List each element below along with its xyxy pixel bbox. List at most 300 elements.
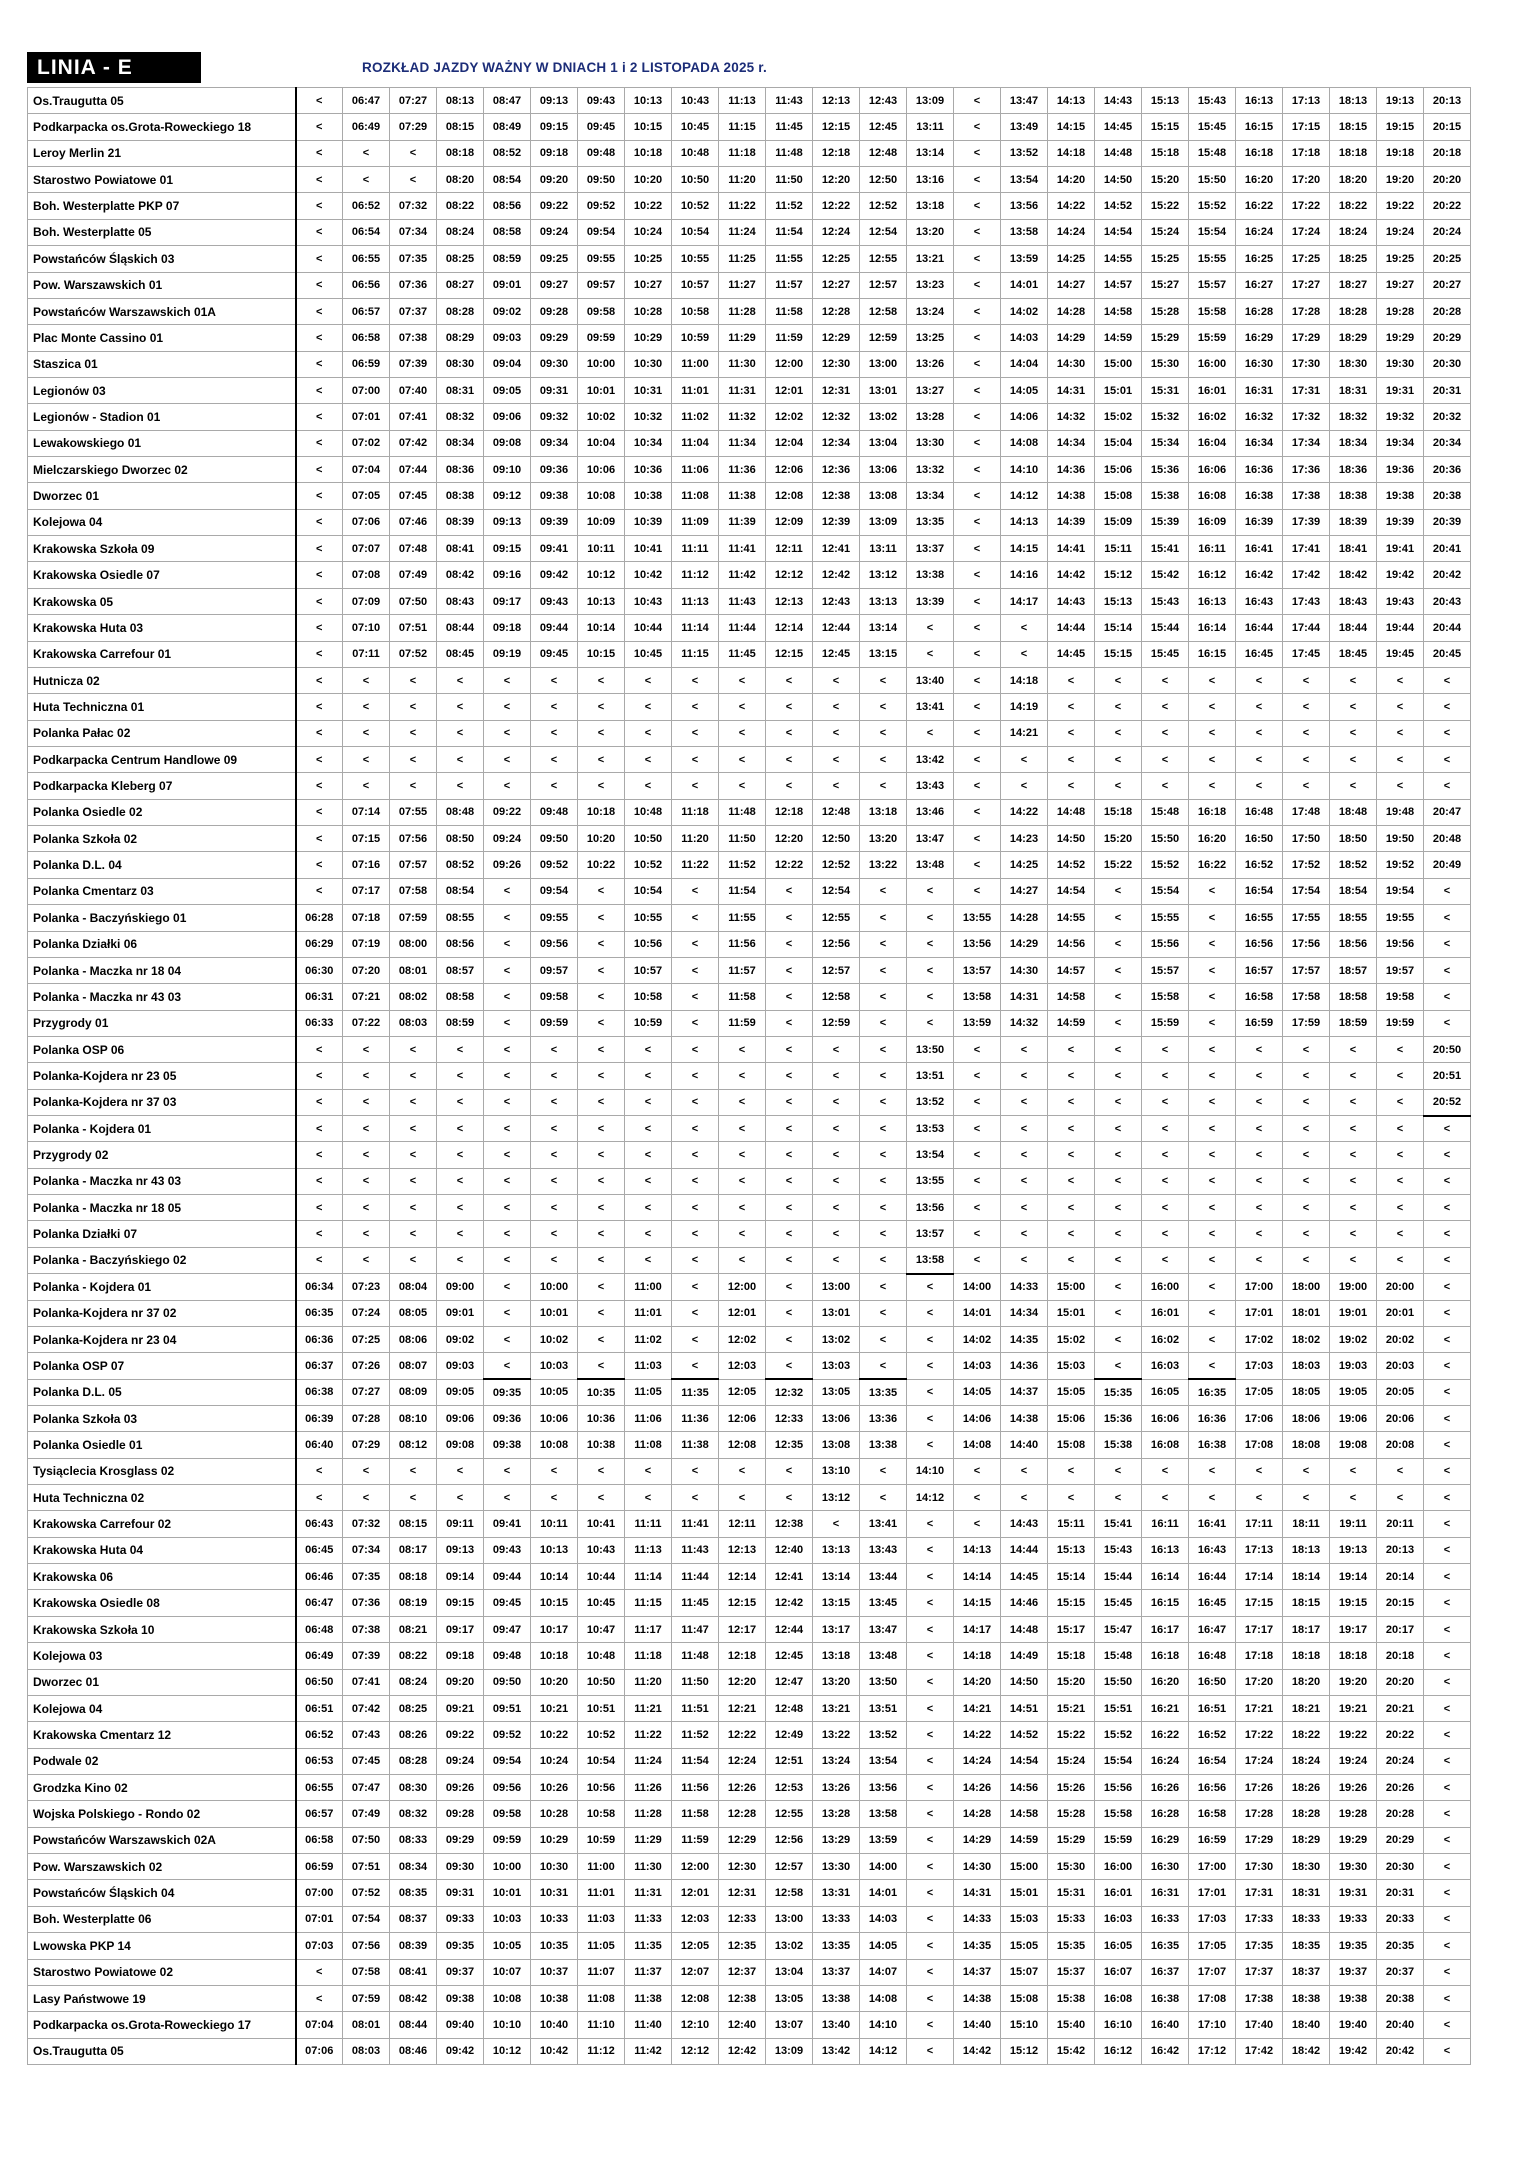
time-cell: 15:22 xyxy=(1095,852,1142,878)
time-cell: 13:52 xyxy=(860,1722,907,1748)
time-cell: 09:27 xyxy=(531,272,578,298)
time-cell: 13:54 xyxy=(860,1748,907,1774)
time-cell: 20:22 xyxy=(1377,1722,1424,1748)
time-cell: 13:57 xyxy=(907,1221,954,1247)
table-row xyxy=(28,694,1471,720)
no-service-cell: < xyxy=(390,1168,437,1194)
time-cell: 19:42 xyxy=(1377,562,1424,588)
no-service-cell: < xyxy=(954,325,1001,351)
time-cell: 13:03 xyxy=(813,1353,860,1379)
time-cell: 12:24 xyxy=(719,1748,766,1774)
time-cell: 12:45 xyxy=(860,114,907,140)
stop-name: Polanka - Kojdera 01 xyxy=(28,1116,296,1142)
time-cell: 06:58 xyxy=(343,325,390,351)
time-cell: 14:08 xyxy=(860,1985,907,2011)
stop-name: Lewakowskiego 01 xyxy=(28,430,296,456)
time-cell: 10:20 xyxy=(625,167,672,193)
no-service-cell: < xyxy=(954,1063,1001,1089)
time-cell: 19:13 xyxy=(1377,88,1424,114)
time-cell: 20:26 xyxy=(1377,1775,1424,1801)
time-cell: 09:15 xyxy=(437,1590,484,1616)
time-cell: 07:51 xyxy=(390,615,437,641)
time-cell: 08:34 xyxy=(437,430,484,456)
time-cell: 12:58 xyxy=(860,298,907,324)
time-cell: 15:13 xyxy=(1095,588,1142,614)
time-cell: 15:04 xyxy=(1095,430,1142,456)
no-service-cell: < xyxy=(1424,1933,1471,1959)
no-service-cell: < xyxy=(860,694,907,720)
time-cell: 09:43 xyxy=(484,1537,531,1563)
time-cell: 17:33 xyxy=(1236,1906,1283,1932)
time-cell: 16:20 xyxy=(1236,167,1283,193)
no-service-cell: < xyxy=(907,1827,954,1853)
no-service-cell: < xyxy=(296,562,343,588)
no-service-cell: < xyxy=(1048,667,1095,693)
time-cell: 14:07 xyxy=(860,1959,907,1985)
time-cell: 08:12 xyxy=(390,1432,437,1458)
time-cell: 07:41 xyxy=(390,404,437,430)
time-cell: 13:00 xyxy=(813,1274,860,1300)
time-cell: 11:58 xyxy=(719,984,766,1010)
time-cell: 14:15 xyxy=(1001,536,1048,562)
time-cell: 14:12 xyxy=(860,2038,907,2064)
time-cell: 15:03 xyxy=(1048,1353,1095,1379)
no-service-cell: < xyxy=(1330,1036,1377,1062)
time-cell: 14:29 xyxy=(1001,931,1048,957)
time-cell: 19:08 xyxy=(1330,1432,1377,1458)
time-cell: 20:03 xyxy=(1377,1353,1424,1379)
time-cell: 15:14 xyxy=(1048,1564,1095,1590)
table-row xyxy=(28,2038,1471,2064)
time-cell: 19:00 xyxy=(1330,1274,1377,1300)
table-row xyxy=(28,1564,1471,1590)
time-cell: 17:01 xyxy=(1236,1300,1283,1326)
time-cell: 16:08 xyxy=(1142,1432,1189,1458)
time-cell: 07:27 xyxy=(343,1379,390,1405)
time-cell: 14:54 xyxy=(1095,219,1142,245)
time-cell: 13:35 xyxy=(860,1379,907,1405)
time-cell: 16:38 xyxy=(1142,1985,1189,2011)
no-service-cell: < xyxy=(296,140,343,166)
no-service-cell: < xyxy=(1189,720,1236,746)
time-cell: 18:01 xyxy=(1283,1300,1330,1326)
table-row xyxy=(28,641,1471,667)
time-cell: 14:18 xyxy=(1001,667,1048,693)
no-service-cell: < xyxy=(907,1880,954,1906)
time-cell: 16:28 xyxy=(1142,1801,1189,1827)
time-cell: 07:00 xyxy=(343,377,390,403)
no-service-cell: < xyxy=(1142,1168,1189,1194)
time-cell: 16:58 xyxy=(1189,1801,1236,1827)
time-cell: 12:34 xyxy=(813,430,860,456)
time-cell: 11:52 xyxy=(719,852,766,878)
time-cell: 13:59 xyxy=(1001,246,1048,272)
time-cell: 15:44 xyxy=(1095,1564,1142,1590)
time-cell: 09:13 xyxy=(531,88,578,114)
time-cell: 12:45 xyxy=(766,1643,813,1669)
table-row xyxy=(28,562,1471,588)
time-cell: 14:23 xyxy=(1001,826,1048,852)
time-cell: 16:15 xyxy=(1236,114,1283,140)
no-service-cell: < xyxy=(390,1458,437,1484)
no-service-cell: < xyxy=(719,1458,766,1484)
time-cell: 10:35 xyxy=(531,1933,578,1959)
time-cell: 07:59 xyxy=(390,905,437,931)
time-cell: 07:20 xyxy=(343,957,390,983)
stop-name: Krakowska 06 xyxy=(28,1564,296,1590)
time-cell: 12:12 xyxy=(766,562,813,588)
time-cell: 14:45 xyxy=(1048,641,1095,667)
time-cell: 19:06 xyxy=(1330,1405,1377,1431)
no-service-cell: < xyxy=(343,1116,390,1142)
time-cell: 14:22 xyxy=(1001,799,1048,825)
time-cell: 17:14 xyxy=(1236,1564,1283,1590)
time-cell: 13:40 xyxy=(907,667,954,693)
validity-title: ROZKŁAD JAZDY WAŻNY W DNIACH 1 i 2 LISTOPADA 2025 r. xyxy=(362,60,767,75)
no-service-cell: < xyxy=(625,1089,672,1115)
time-cell: 14:29 xyxy=(954,1827,1001,1853)
no-service-cell: < xyxy=(1142,1116,1189,1142)
time-cell: 16:29 xyxy=(1142,1827,1189,1853)
time-cell: 13:53 xyxy=(907,1116,954,1142)
no-service-cell: < xyxy=(437,1089,484,1115)
no-service-cell: < xyxy=(1001,1063,1048,1089)
no-service-cell: < xyxy=(625,1116,672,1142)
no-service-cell: < xyxy=(390,1116,437,1142)
time-cell: 10:47 xyxy=(578,1616,625,1642)
no-service-cell: < xyxy=(390,694,437,720)
no-service-cell: < xyxy=(766,984,813,1010)
time-cell: 10:52 xyxy=(625,852,672,878)
no-service-cell: < xyxy=(1189,1168,1236,1194)
no-service-cell: < xyxy=(672,1326,719,1352)
no-service-cell: < xyxy=(907,1326,954,1352)
stop-name: Grodzka Kino 02 xyxy=(28,1775,296,1801)
time-cell: 07:46 xyxy=(390,509,437,535)
time-cell: 11:20 xyxy=(719,167,766,193)
table-row xyxy=(28,2012,1471,2038)
time-cell: 18:18 xyxy=(1330,1643,1377,1669)
time-cell: 20:14 xyxy=(1377,1564,1424,1590)
no-service-cell: < xyxy=(1424,1326,1471,1352)
time-cell: 09:44 xyxy=(531,615,578,641)
no-service-cell: < xyxy=(1424,931,1471,957)
time-cell: 15:20 xyxy=(1142,167,1189,193)
time-cell: 07:14 xyxy=(343,799,390,825)
time-cell: 11:30 xyxy=(625,1854,672,1880)
time-cell: 12:43 xyxy=(860,88,907,114)
time-cell: 16:42 xyxy=(1236,562,1283,588)
time-cell: 14:10 xyxy=(1001,457,1048,483)
no-service-cell: < xyxy=(1377,1142,1424,1168)
time-cell: 13:20 xyxy=(813,1669,860,1695)
time-cell: 20:02 xyxy=(1377,1326,1424,1352)
no-service-cell: < xyxy=(860,1274,907,1300)
time-cell: 13:09 xyxy=(907,88,954,114)
time-cell: 07:41 xyxy=(343,1669,390,1695)
time-cell: 10:48 xyxy=(578,1643,625,1669)
no-service-cell: < xyxy=(296,1116,343,1142)
time-cell: 11:29 xyxy=(719,325,766,351)
time-cell: 16:41 xyxy=(1236,536,1283,562)
time-cell: 11:00 xyxy=(625,1274,672,1300)
time-cell: 14:29 xyxy=(1048,325,1095,351)
no-service-cell: < xyxy=(766,1274,813,1300)
time-cell: 09:43 xyxy=(531,588,578,614)
no-service-cell: < xyxy=(1095,667,1142,693)
time-cell: 14:25 xyxy=(1048,246,1095,272)
no-service-cell: < xyxy=(1189,667,1236,693)
no-service-cell: < xyxy=(719,1195,766,1221)
time-cell: 20:42 xyxy=(1424,562,1471,588)
time-cell: 11:25 xyxy=(719,246,766,272)
no-service-cell: < xyxy=(390,1485,437,1511)
no-service-cell: < xyxy=(1424,1300,1471,1326)
time-cell: 12:57 xyxy=(813,957,860,983)
time-cell: 09:50 xyxy=(484,1669,531,1695)
table-row xyxy=(28,1353,1471,1379)
time-cell: 10:08 xyxy=(531,1432,578,1458)
no-service-cell: < xyxy=(1424,1142,1471,1168)
time-cell: 17:31 xyxy=(1236,1880,1283,1906)
time-cell: 11:54 xyxy=(766,219,813,245)
table-row xyxy=(28,931,1471,957)
time-cell: 19:21 xyxy=(1330,1695,1377,1721)
time-cell: 12:35 xyxy=(719,1933,766,1959)
time-cell: 14:21 xyxy=(954,1695,1001,1721)
no-service-cell: < xyxy=(954,246,1001,272)
time-cell: 20:18 xyxy=(1377,1643,1424,1669)
time-cell: 11:40 xyxy=(625,2012,672,2038)
time-cell: 11:08 xyxy=(672,483,719,509)
time-cell: 12:36 xyxy=(813,457,860,483)
no-service-cell: < xyxy=(1377,1063,1424,1089)
time-cell: 11:09 xyxy=(672,509,719,535)
time-cell: 14:06 xyxy=(954,1405,1001,1431)
time-cell: 08:33 xyxy=(390,1827,437,1853)
time-cell: 16:43 xyxy=(1189,1537,1236,1563)
time-cell: 11:15 xyxy=(625,1590,672,1616)
no-service-cell: < xyxy=(484,1168,531,1194)
no-service-cell: < xyxy=(437,1247,484,1273)
time-cell: 17:40 xyxy=(1236,2012,1283,2038)
no-service-cell: < xyxy=(672,931,719,957)
no-service-cell: < xyxy=(437,773,484,799)
stop-name: Krakowska Carrefour 01 xyxy=(28,641,296,667)
time-cell: 15:37 xyxy=(1048,1959,1095,1985)
time-cell: 09:15 xyxy=(531,114,578,140)
no-service-cell: < xyxy=(1095,1300,1142,1326)
time-cell: 17:20 xyxy=(1236,1669,1283,1695)
time-cell: 13:20 xyxy=(860,826,907,852)
no-service-cell: < xyxy=(531,1221,578,1247)
time-cell: 12:59 xyxy=(860,325,907,351)
time-cell: 10:12 xyxy=(578,562,625,588)
time-cell: 16:31 xyxy=(1236,377,1283,403)
time-cell: 20:01 xyxy=(1377,1300,1424,1326)
time-cell: 14:36 xyxy=(1048,457,1095,483)
no-service-cell: < xyxy=(1424,1432,1471,1458)
time-cell: 10:52 xyxy=(672,193,719,219)
table-row xyxy=(28,1221,1471,1247)
time-cell: 11:00 xyxy=(578,1854,625,1880)
table-row xyxy=(28,1590,1471,1616)
time-cell: 14:56 xyxy=(1048,931,1095,957)
no-service-cell: < xyxy=(1189,1010,1236,1036)
time-cell: 08:31 xyxy=(437,377,484,403)
no-service-cell: < xyxy=(1001,1036,1048,1062)
time-cell: 17:48 xyxy=(1283,799,1330,825)
time-cell: 09:57 xyxy=(578,272,625,298)
stop-name: Polanka-Kojdera nr 23 05 xyxy=(28,1063,296,1089)
no-service-cell: < xyxy=(1330,720,1377,746)
time-cell: 13:56 xyxy=(954,931,1001,957)
time-cell: 09:29 xyxy=(437,1827,484,1853)
time-cell: 09:05 xyxy=(437,1379,484,1405)
no-service-cell: < xyxy=(1095,1221,1142,1247)
time-cell: 09:50 xyxy=(531,826,578,852)
stop-name: Krakowska Carrefour 02 xyxy=(28,1511,296,1537)
time-cell: 10:42 xyxy=(625,562,672,588)
no-service-cell: < xyxy=(860,1116,907,1142)
no-service-cell: < xyxy=(766,746,813,772)
table-row xyxy=(28,1063,1471,1089)
time-cell: 10:02 xyxy=(578,404,625,430)
stop-name: Hutnicza 02 xyxy=(28,667,296,693)
time-cell: 08:01 xyxy=(343,2012,390,2038)
time-cell: 12:58 xyxy=(766,1880,813,1906)
time-cell: 19:44 xyxy=(1377,615,1424,641)
time-cell: 11:03 xyxy=(578,1906,625,1932)
time-cell: 10:12 xyxy=(484,2038,531,2064)
no-service-cell: < xyxy=(766,1247,813,1273)
time-cell: 08:18 xyxy=(390,1564,437,1590)
stop-name: Staszica 01 xyxy=(28,351,296,377)
no-service-cell: < xyxy=(766,1458,813,1484)
time-cell: 07:25 xyxy=(343,1326,390,1352)
stop-name: Polanka - Kojdera 01 xyxy=(28,1274,296,1300)
stop-name: Podkarpacka Kleberg 07 xyxy=(28,773,296,799)
time-cell: 16:59 xyxy=(1236,1010,1283,1036)
no-service-cell: < xyxy=(1236,1247,1283,1273)
time-cell: 12:29 xyxy=(719,1827,766,1853)
no-service-cell: < xyxy=(1283,746,1330,772)
stop-name: Polanka Osiedle 02 xyxy=(28,799,296,825)
time-cell: 15:52 xyxy=(1142,852,1189,878)
no-service-cell: < xyxy=(860,1063,907,1089)
time-cell: 20:35 xyxy=(1377,1933,1424,1959)
time-cell: 19:54 xyxy=(1377,878,1424,904)
no-service-cell: < xyxy=(860,984,907,1010)
no-service-cell: < xyxy=(1189,1274,1236,1300)
time-cell: 06:55 xyxy=(343,246,390,272)
time-cell: 17:11 xyxy=(1236,1511,1283,1537)
time-cell: 11:35 xyxy=(625,1933,672,1959)
no-service-cell: < xyxy=(1142,1036,1189,1062)
time-cell: 10:32 xyxy=(625,404,672,430)
time-cell: 15:55 xyxy=(1142,905,1189,931)
time-cell: 09:01 xyxy=(484,272,531,298)
table-row xyxy=(28,1801,1471,1827)
no-service-cell: < xyxy=(1095,984,1142,1010)
time-cell: 07:38 xyxy=(390,325,437,351)
time-cell: 10:14 xyxy=(578,615,625,641)
no-service-cell: < xyxy=(625,1221,672,1247)
time-cell: 17:26 xyxy=(1236,1775,1283,1801)
time-cell: 19:30 xyxy=(1330,1854,1377,1880)
table-row xyxy=(28,1405,1471,1431)
time-cell: 15:18 xyxy=(1142,140,1189,166)
no-service-cell: < xyxy=(1424,1669,1471,1695)
time-cell: 07:16 xyxy=(343,852,390,878)
time-cell: 12:29 xyxy=(813,325,860,351)
no-service-cell: < xyxy=(296,852,343,878)
time-cell: 16:54 xyxy=(1236,878,1283,904)
time-cell: 15:50 xyxy=(1189,167,1236,193)
time-cell: 12:38 xyxy=(766,1511,813,1537)
time-cell: 19:48 xyxy=(1377,799,1424,825)
time-cell: 13:26 xyxy=(907,351,954,377)
no-service-cell: < xyxy=(578,1010,625,1036)
no-service-cell: < xyxy=(954,878,1001,904)
time-cell: 16:00 xyxy=(1189,351,1236,377)
time-cell: 15:01 xyxy=(1095,377,1142,403)
no-service-cell: < xyxy=(1424,1643,1471,1669)
time-cell: 16:11 xyxy=(1142,1511,1189,1537)
time-cell: 18:33 xyxy=(1283,1906,1330,1932)
no-service-cell: < xyxy=(1236,694,1283,720)
time-cell: 06:33 xyxy=(296,1010,343,1036)
time-cell: 10:07 xyxy=(484,1959,531,1985)
time-cell: 12:55 xyxy=(813,905,860,931)
time-cell: 09:25 xyxy=(531,246,578,272)
time-cell: 15:35 xyxy=(1048,1933,1095,1959)
no-service-cell: < xyxy=(954,1116,1001,1142)
time-cell: 11:01 xyxy=(625,1300,672,1326)
time-cell: 12:44 xyxy=(813,615,860,641)
stop-name: Plac Monte Cassino 01 xyxy=(28,325,296,351)
time-cell: 06:46 xyxy=(296,1564,343,1590)
no-service-cell: < xyxy=(531,1036,578,1062)
time-cell: 10:38 xyxy=(578,1432,625,1458)
time-cell: 11:13 xyxy=(719,88,766,114)
time-cell: 19:20 xyxy=(1330,1669,1377,1695)
time-cell: 13:55 xyxy=(907,1168,954,1194)
time-cell: 16:03 xyxy=(1095,1906,1142,1932)
time-cell: 08:41 xyxy=(437,536,484,562)
time-cell: 13:05 xyxy=(813,1379,860,1405)
no-service-cell: < xyxy=(813,694,860,720)
time-cell: 19:03 xyxy=(1330,1353,1377,1379)
no-service-cell: < xyxy=(343,1142,390,1168)
time-cell: 12:08 xyxy=(719,1432,766,1458)
no-service-cell: < xyxy=(343,1247,390,1273)
time-cell: 15:34 xyxy=(1142,430,1189,456)
time-cell: 13:40 xyxy=(813,2012,860,2038)
no-service-cell: < xyxy=(531,1063,578,1089)
no-service-cell: < xyxy=(672,878,719,904)
time-cell: 08:54 xyxy=(484,167,531,193)
time-cell: 19:15 xyxy=(1377,114,1424,140)
time-cell: 09:42 xyxy=(437,2038,484,2064)
time-cell: 19:20 xyxy=(1377,167,1424,193)
no-service-cell: < xyxy=(1189,1195,1236,1221)
time-cell: 18:28 xyxy=(1283,1801,1330,1827)
time-cell: 08:39 xyxy=(437,509,484,535)
no-service-cell: < xyxy=(1236,773,1283,799)
no-service-cell: < xyxy=(1001,1168,1048,1194)
time-cell: 12:20 xyxy=(719,1669,766,1695)
